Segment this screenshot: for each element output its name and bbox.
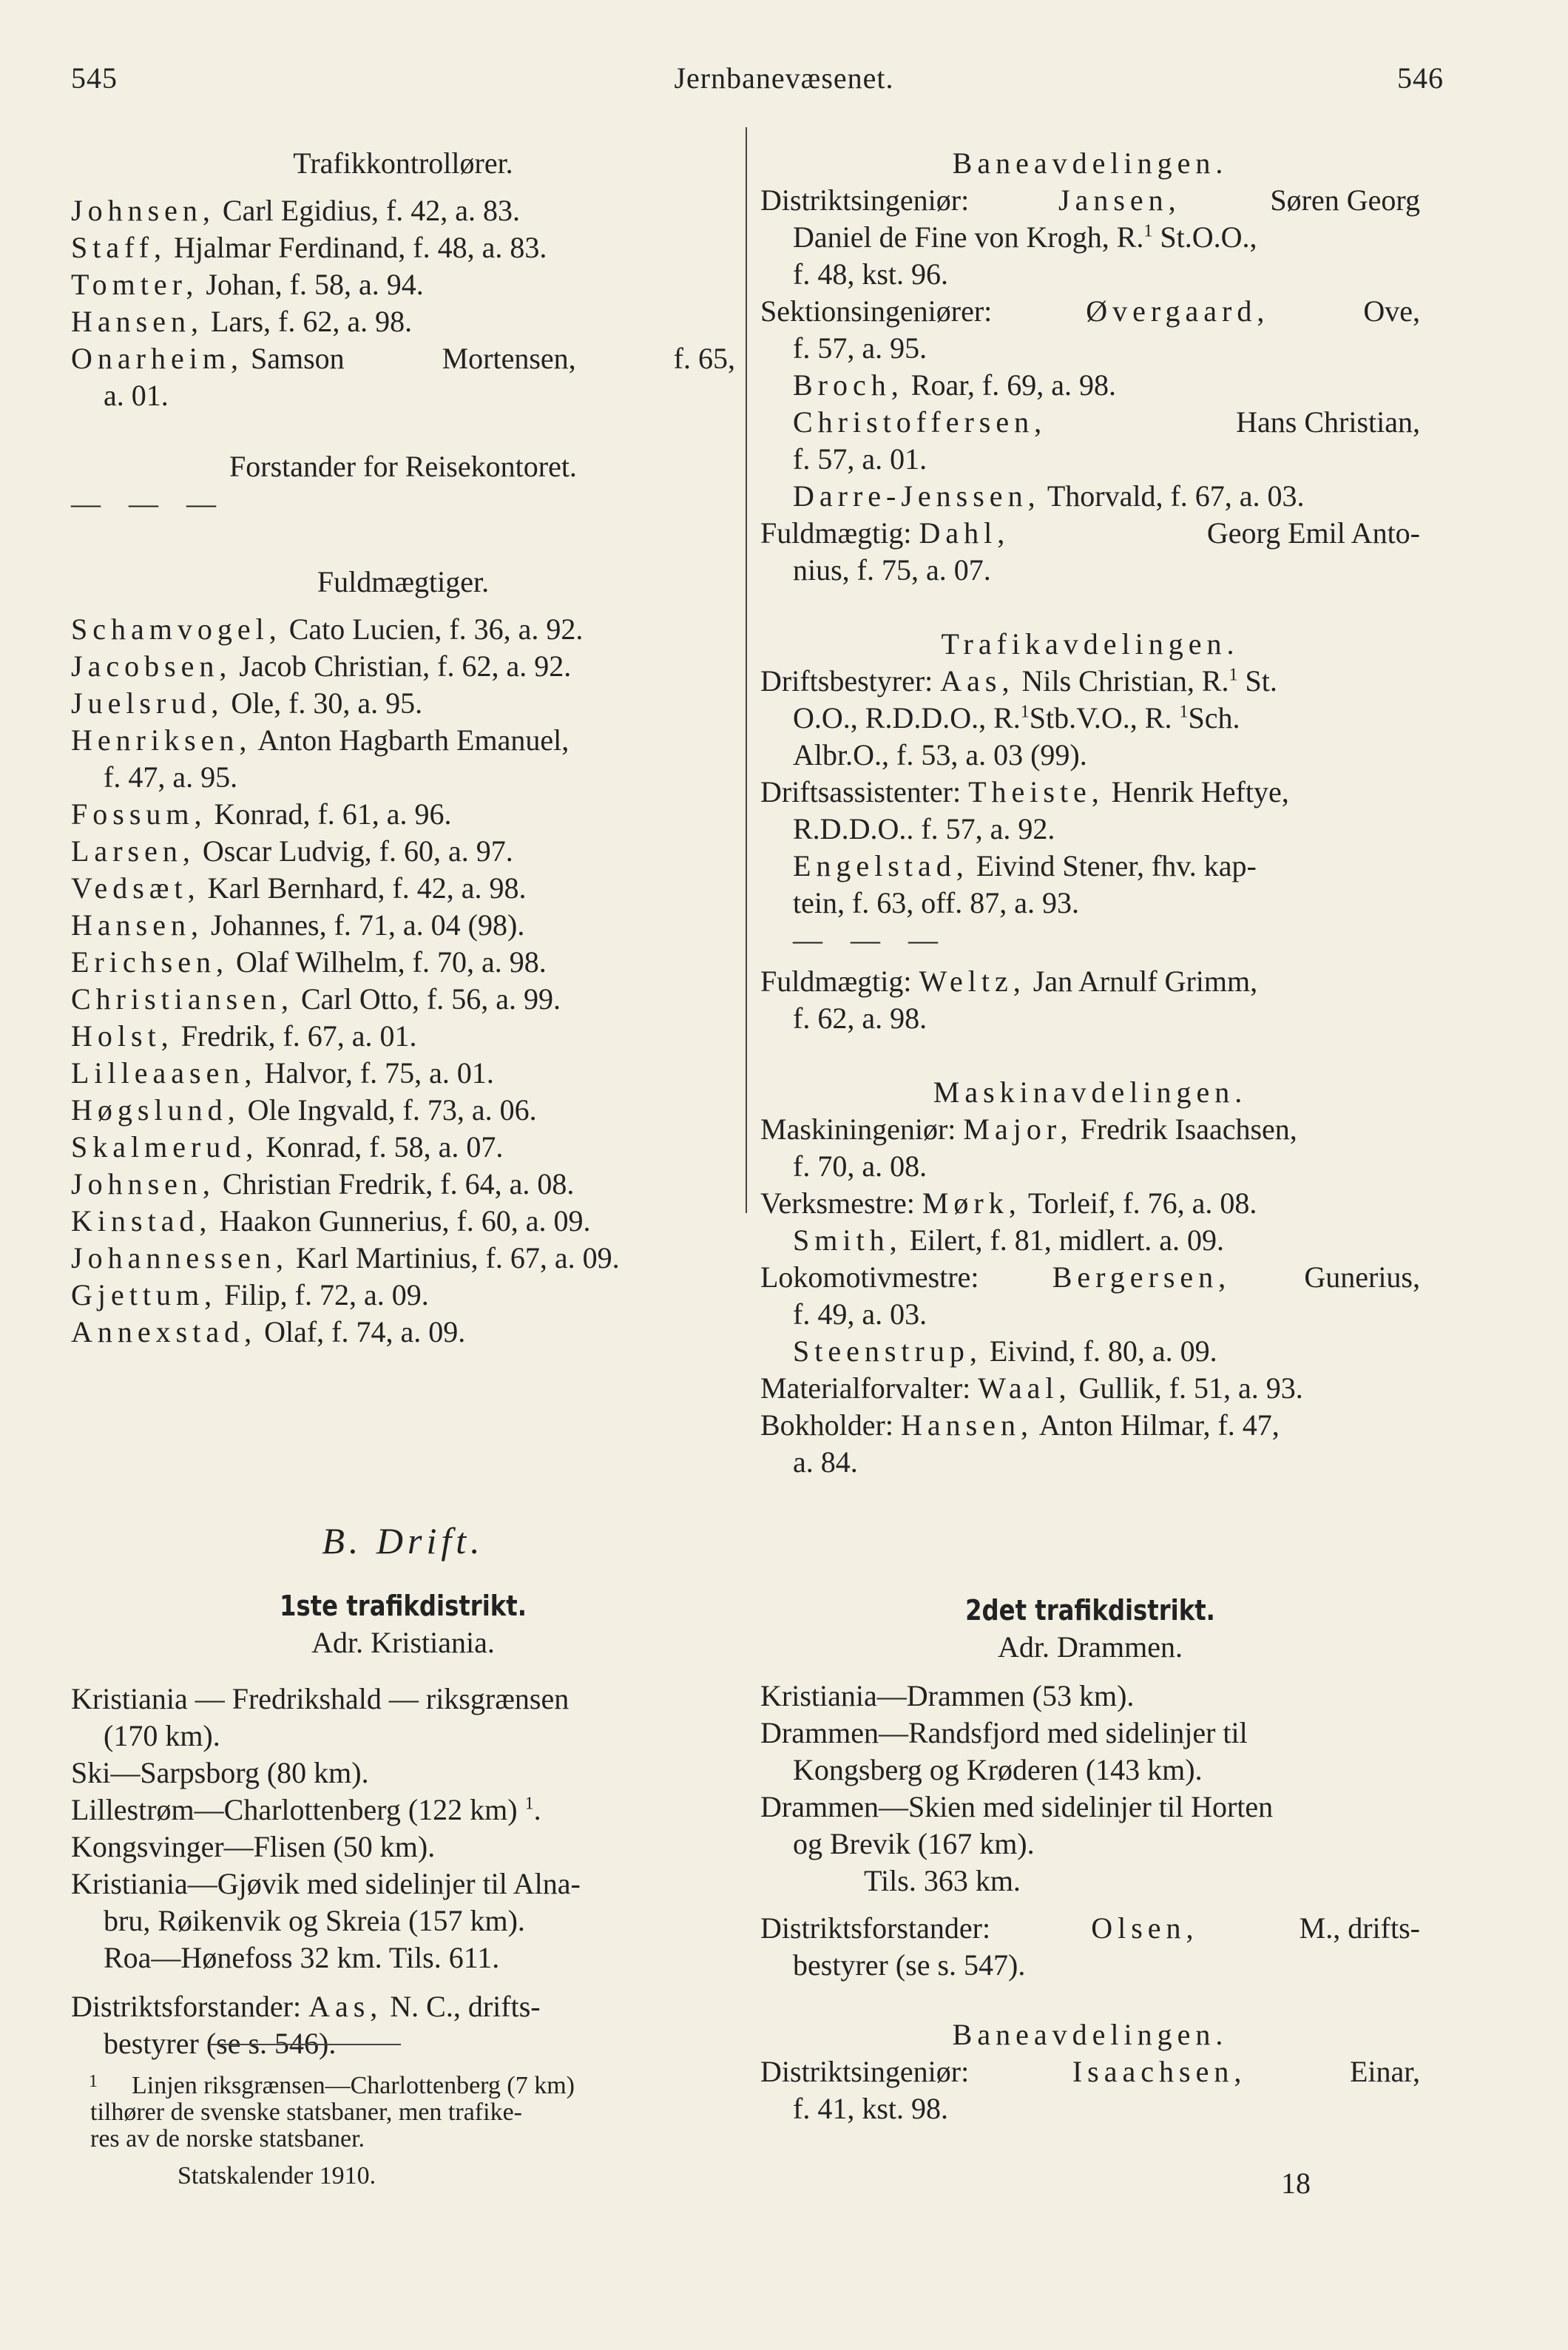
entry: Hansen, Johannes, f. 71, a. 04 (98). — [71, 908, 525, 942]
vacant-dashes: — — — — [793, 923, 948, 956]
route-line: Kristiania — Fredrikshald — riksgrænsen — [71, 1682, 570, 1715]
entry: Vedsæt, Karl Bernhard, f. 42, a. 98. — [71, 871, 527, 905]
entry: Skalmerud, Konrad, f. 58, a. 07. — [71, 1130, 504, 1164]
sheet-number: 18 — [1281, 2167, 1311, 2200]
vacant-dashes: — — — — [71, 487, 226, 520]
heading-maskinavdelingen: Maskinavdelingen. — [933, 1076, 1248, 1109]
route-line: Kristiania—Gjøvik med sidelinjer til Alna- — [71, 1867, 581, 1900]
entry-continuation: a. 01. — [104, 379, 169, 412]
column-divider — [746, 127, 747, 1213]
heading-baneavdelingen: Baneavdelingen. — [952, 146, 1229, 180]
entry: Annexstad, Olaf, f. 74, a. 09. — [71, 1315, 466, 1348]
footnote-rule — [209, 2043, 401, 2046]
district-1-heading: 1ste trafikdistrikt. — [280, 1590, 527, 1622]
district-2-address: Adr. Drammen. — [998, 1630, 1183, 1664]
entry: Erichsen, Olaf Wilhelm, f. 70, a. 98. — [71, 945, 547, 979]
running-title: Jernbanevæsenet. — [674, 61, 894, 95]
route-line: bru, Røikenvik og Skreia (157 km). — [104, 1904, 525, 1937]
entry-continuation: f. 47, a. 95. — [104, 760, 238, 794]
footnote-marker: 1 — [89, 2072, 98, 2091]
entry: Fossum, Konrad, f. 61, a. 96. — [71, 797, 452, 831]
route-line: (170 km). — [104, 1719, 220, 1752]
heading-fuldmaegtiger: Fuldmægtiger. — [317, 565, 490, 598]
section-b-drift: B. Drift. — [322, 1520, 484, 1561]
entry: Tomter, Johan, f. 58, a. 94. — [71, 268, 424, 301]
entry: Juelsrud, Ole, f. 30, a. 95. — [71, 686, 423, 720]
district-1-forstander: Distriktsforstander: Aas, N. C., drifts- bestyrer (se s. 546). — [71, 1990, 541, 2060]
heading-reisekontoret: Forstander for Reisekontoret. — [229, 450, 577, 483]
entry-list — [71, 192, 735, 414]
entry: Gjettum, Filip, f. 72, a. 09. — [71, 1278, 429, 1311]
entry: Høgslund, Ole Ingvald, f. 73, a. 06. — [71, 1093, 537, 1127]
heading-trafikavdelingen: Trafikavdelingen. — [941, 627, 1240, 661]
entry: Staff, Hjalmar Ferdinand, f. 48, a. 83. — [71, 231, 547, 264]
right-column: Baneavdelingen. Distriktsingeniør: Jansen, Søren Georg Daniel de Fine von Krogh, R.$^1$ St.O.O., f. 48, kst. 96. Sektionsingeniører: Øvergaard, Ove, f. 57, a. 95. Broch, Roar, f. 69, a. 98. Christoffersen, Hans Christian, f. 57, a. 01. Darre-Jenssen, Thorvald, f. 67, a. 03. Fuldmægtig: Dahl, Georg Emil Anto- nius, f. 75, a. 07. Trafikavdelingen. Driftsbestyrer: Aas, Nils Christian, R.$^1$ St. O.O., R.D.D.O., R.$^1$Stb.V.O., R. $^1$Sch. Albr.O., f. 53, a. 03 (99). Driftsassistenter: Theiste, Henrik Heftye, R.D.D.O.. f. 57, a. 92. Engelstad, Eivind Stener, fhv. kap- tein, f. 63, off. 87, a. 93. — — — Fuldmægtig: Weltz, Jan Arnulf Grimm, f. 62, a. 98. Maskinavdelingen. Maskiningeniør: Major, Fredrik Isaachsen, f. 70, a. 08. Verksmestre: Mørk, Torleif, f. 76, a. 08. Smith, Eilert, f. 81, midlert. a. 09. Lokomotivmestre: Bergersen, Gunerius, f. 49, a. 03. Steenstrup, Eivind, f. 80, a. 09. Materialforvalter: Waal, Gullik, f. 51, a. 93. Bokholder: Hansen, Anton Hilmar, f. 47, a. 84. 2det trafikdistrikt. Adr. Drammen. Kristiania—Drammen (53 km). Drammen—Randsfjord med sidelinjer til Kongsberg og Krøderen (143 km). Drammen—Skien med sidelinjer til Horten og Brevik (167 km). Tils. 363 km. Distriktsforstander: Olsen, M., drifts- bestyrer (se s. 547). Baneavdelingen. Distriktsingeniør: Isaachsen, Einar, f. 41, kst. 98. — [760, 146, 1420, 2125]
entry: Kinstad, Haakon Gunnerius, f. 60, a. 09. — [71, 1204, 591, 1238]
entry: Johnsen, Christian Fredrik, f. 64, a. 08. — [71, 1167, 575, 1201]
district-2-baneavdelingen: Baneavdelingen. — [952, 2018, 1229, 2051]
footnote-ref: 1 — [524, 1794, 534, 1814]
district-1-address: Adr. Kristiania. — [311, 1626, 495, 1659]
district-1-routes — [71, 1681, 735, 1976]
entry: Johnsen, Carl Egidius, f. 42, a. 83. — [71, 194, 521, 227]
left-column — [71, 145, 735, 2062]
entry: Larsen, Oscar Ludvig, f. 60, a. 97. — [71, 834, 513, 868]
entry: Onarheim, Samson Mortensen, f. 65, — [71, 342, 735, 375]
left-page-number: 545 — [71, 61, 118, 95]
route-line: Kongsvinger—Flisen (50 km). — [71, 1830, 436, 1863]
district-2-heading: 2det trafikdistrikt. — [965, 1594, 1215, 1627]
entry: Holst, Fredrik, f. 67, a. 01. — [71, 1019, 417, 1053]
entry: Johannessen, Karl Martinius, f. 67, a. 09. — [71, 1241, 620, 1274]
route-line: Ski—Sarpsborg (80 km). — [71, 1756, 369, 1789]
signature: Statskalender 1910. — [178, 2162, 376, 2189]
route-line: Roa—Hønefoss 32 km. Tils. 611. — [104, 1941, 500, 1974]
entry: Schamvogel, Cato Lucien, f. 36, a. 92. — [71, 612, 584, 646]
route-line: Lillestrøm—Charlottenberg (122 km) $^1$. — [71, 1793, 541, 1826]
fuldmaegtiger-list — [71, 611, 735, 1351]
right-page-number: 546 — [1397, 61, 1444, 95]
entry: Hansen, Lars, f. 62, a. 98. — [71, 305, 413, 338]
heading-trafikkontrollorer: Trafikkontrollører. — [293, 146, 513, 180]
entry: Henriksen, Anton Hagbarth Emanuel, — [71, 723, 570, 757]
entry: Jacobsen, Jacob Christian, f. 62, a. 92. — [71, 649, 572, 683]
footnote: 1 Linjen riksgrænsen—Charlottenberg (7 km) tilhører de svenske statsbaner, men trafike- res av de norske statsbaner. Statskalender 1910. — [81, 2073, 740, 2189]
district-2-routes: Kristiania—Drammen (53 km). Drammen—Randsfjord med sidelinjer til Kongsberg og Krøderen (143 km). Drammen—Skien med sidelinjer til Horten og Brevik (167 km). Tils. 363 km. — [760, 1679, 1274, 1897]
entry: Lilleaasen, Halvor, f. 75, a. 01. — [71, 1056, 494, 1090]
entry: Christiansen, Carl Otto, f. 56, a. 99. — [71, 982, 561, 1016]
